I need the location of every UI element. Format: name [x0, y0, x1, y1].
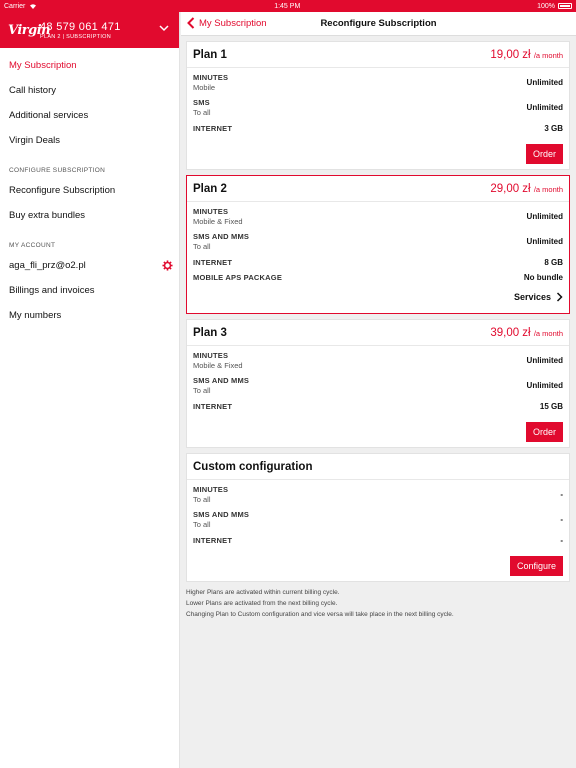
plan-row: MOBILE APS PACKAGE No bundle: [193, 273, 563, 282]
custom-configuration-card[interactable]: [186, 453, 570, 582]
plan-row: SMS AND MMS To all -: [193, 510, 563, 529]
account-number: 48 579 061 471: [40, 20, 121, 33]
plan-row: MINUTES Mobile & Fixed Unlimited: [193, 207, 563, 226]
chevron-down-icon[interactable]: [159, 24, 169, 32]
wifi-icon: [29, 3, 37, 9]
virgin-logo: Virgin: [8, 22, 51, 38]
section-label-account: MY ACCOUNT: [9, 242, 56, 249]
plan-name: Custom configuration: [193, 460, 313, 473]
sidebar-item-reconfigure[interactable]: Reconfigure Subscription: [9, 185, 116, 196]
account-plan-label: PLAN 2 | SUBSCRIPTION: [40, 33, 111, 40]
sidebar-item-my-numbers[interactable]: My numbers: [9, 310, 62, 321]
gear-icon[interactable]: [162, 260, 173, 271]
note-line: Changing Plan to Custom configuration and vice versa will take place in the next billing cycle.: [186, 611, 454, 618]
sidebar-item-my-subscription[interactable]: My Subscription: [9, 60, 77, 71]
plan-row: MINUTES To all -: [193, 485, 563, 504]
plan-card-1[interactable]: [186, 41, 570, 170]
plan-price: 29,00 zł /a month: [490, 182, 563, 195]
order-button[interactable]: Order: [526, 144, 563, 164]
plan-row: MINUTES Mobile Unlimited: [193, 73, 563, 92]
plan-price: 19,00 zł /a month: [490, 48, 563, 61]
sidebar-item-virgin-deals[interactable]: Virgin Deals: [9, 135, 61, 146]
plan-card-2[interactable]: [186, 175, 570, 314]
sidebar: [0, 12, 180, 768]
note-line: Lower Plans are activated from the next billing cycle.: [186, 600, 338, 607]
plan-row: SMS AND MMS To all Unlimited: [193, 376, 563, 395]
plan-row: INTERNET -: [193, 536, 563, 545]
sidebar-item-buy-bundles[interactable]: Buy extra bundles: [9, 210, 86, 221]
plan-row: INTERNET 8 GB: [193, 258, 563, 267]
plan-name: Plan 2: [193, 182, 227, 195]
status-bar: [0, 0, 576, 12]
plan-row: SMS To all Unlimited: [193, 98, 563, 117]
clock: 1:45 PM: [274, 2, 301, 10]
chevron-right-icon: [556, 292, 563, 302]
account-header[interactable]: [0, 12, 179, 48]
configure-button[interactable]: Configure: [510, 556, 563, 576]
plan-row: SMS AND MMS To all Unlimited: [193, 232, 563, 251]
plan-name: Plan 1: [193, 48, 227, 61]
back-button[interactable]: [187, 17, 267, 29]
carrier-label: Carrier: [4, 2, 26, 10]
plan-name: Plan 3: [193, 326, 227, 339]
account-email: aga_fli_prz@o2.pl: [9, 260, 86, 271]
sidebar-item-call-history[interactable]: Call history: [9, 85, 56, 96]
plan-row: MINUTES Mobile & Fixed Unlimited: [193, 351, 563, 370]
sidebar-item-additional-services[interactable]: Additional services: [9, 110, 89, 121]
billing-notes: [186, 587, 454, 620]
plan-card-3[interactable]: [186, 319, 570, 448]
page-title: Reconfigure Subscription: [320, 18, 437, 29]
battery-percent: 100%: [537, 2, 555, 10]
back-button-label: My Subscription: [199, 17, 267, 29]
navigation-bar: [181, 12, 576, 36]
section-label-configure: CONFIGURE SUBSCRIPTION: [9, 167, 106, 174]
plan-price: 39,00 zł /a month: [490, 326, 563, 339]
services-link[interactable]: Services: [514, 292, 563, 302]
order-button[interactable]: Order: [526, 422, 563, 442]
sidebar-item-billings[interactable]: Billings and invoices: [9, 285, 95, 296]
plan-row: INTERNET 3 GB: [193, 124, 563, 133]
battery-icon: [558, 3, 572, 9]
note-line: Higher Plans are activated within current billing cycle.: [186, 589, 340, 596]
chevron-left-icon: [187, 17, 195, 29]
plan-row: INTERNET 15 GB: [193, 402, 563, 411]
sidebar-item-email[interactable]: [0, 253, 179, 278]
